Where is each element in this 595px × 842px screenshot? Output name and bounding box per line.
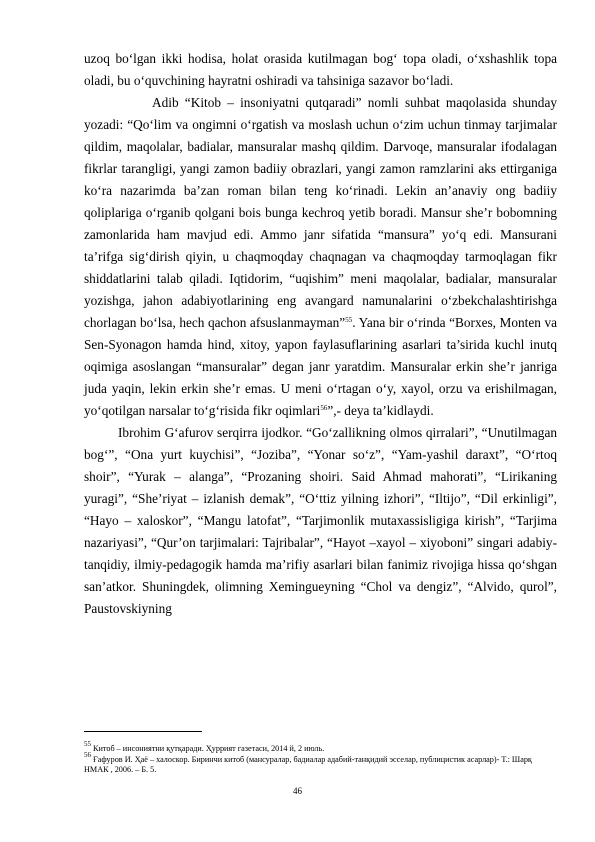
- footnote-divider: [84, 731, 202, 732]
- page-number: 46: [293, 786, 302, 796]
- paragraph-3: [84, 422, 557, 620]
- footnotes: [84, 740, 557, 776]
- footnote-text: Ғафуров И. Ҳаё – халоскор. Биринчи китоб (мансуралар, бадиалар адабий-танқидий эсселар, публицистик асарлар)- Т.: Шарқ НМАК , 2006. – Б. 5.: [84, 754, 532, 774]
- paragraph-1: [84, 48, 557, 92]
- footnote-number: 55: [84, 740, 91, 748]
- paragraph-2-text-before: Adib “Kitob – insoniyatni qutqaradi” nomli suhbat maqolasida shunday yozadi: “Qo‘lim va ongimni o‘rgatish va moslash uchun o‘zim uchun tinmay tarjimalar qildim, maqolalar, badialar, mansuralar mashq qildim. Darvoqe, mansuralar ifodalagan fikrlar tarangligi, yangi zamon badiiy obrazlari, yangi zamon ramzlarini aks ettirganiga ko‘ra nazarimda ba’zan roman bilan teng ko‘rinadi. Lekin an’anaviy ong badiiy qoliplariga o‘rganib qolgani bois bunga kechroq yetib boradi. Mansur she’r bobomning zamonlarida ham mavjud edi. Ammo janr sifatida “mansura” yo‘q edi. Mansurani ta’rifga sig‘dirish qiyin, u chaqmoqday chaqnagan va chaqmoqday tarmoqlagan fikr shiddatlarini talab qiladi. Iqtidorim, “uqishim” meni maqolalar, badialar, mansuralar yozishga, jahon adabiyotlarining eng avangard namunalarini o‘zbekchalashtirishga chorlagan bo‘lsa, hech qachon afsuslanmayman”: [84, 95, 557, 330]
- footnote-56: [84, 750, 557, 776]
- paragraph-1-text: uzoq bo‘lgan ikki hodisa, holat orasida kutilmagan bog‘ topa oladi, o‘xshashlik topa oladi, bu o‘quvchining hayratni oshiradi va tahsiniga sazavor bo‘ladi.: [84, 51, 557, 88]
- paragraph-2: [84, 92, 557, 422]
- page-body: [84, 48, 557, 620]
- footnote-ref-55[interactable]: 55: [345, 316, 353, 324]
- footnote-ref-56[interactable]: 56: [320, 404, 328, 412]
- paragraph-2-text-middle: . Yana bir o‘rinda “Borxes, Monten va Sen-Syonagon hamda hind, xitoy, yapon faylasuflarining asarlari ta’sirida kuchl inutq oqimiga asoslangan “mansuralar” degan janr yaratdim. Mansuralar erkin she’r janriga juda yaqin, lekin erkin she’r emas. U meni o‘rtagan o‘y, xayol, orzu va erishilmagan, yo‘qotilgan narsalar to‘g‘risida fikr oqimlari: [84, 315, 557, 418]
- paragraph-3-text: Ibrohim G‘afurov serqirra ijodkor. “Go‘zallikning olmos qirralari”, “Unutilmagan bog‘”, “Ona yurt kuychisi”, “Joziba”, “Yonar so‘z”, “Yam-yashil daraxt”, “O‘rtoq shoir”, “Yurak – alanga”, “Prozaning shoiri. Said Ahmad mahorati”, “Lirikaning yuragi”, “She’riyat – izlanish demak”, “O‘ttiz yilning izhori”, “Iltijo”, “Dil erkinligi”, “Hayo – xaloskor”, “Mangu latofat”, “Tarjimonlik mutaxassisligiga kirish”, “Tarjima nazariyasi”, “Qur’on tarjimalari: Tajribalar”, “Hayot –xayol – xiyoboni” singari adabiy-tanqidiy, ilmiy-pedagogik hamda ma’rifiy asarlari bilan fanimiz rivojiga hissa qo‘shgan san’atkor. Shuningdek, olimning Xemingueyning “Chol va dengiz”, “Alvido, qurol”, Paustovskiyning: [84, 425, 557, 616]
- footnote-55: [84, 740, 557, 755]
- footnote-number: 56: [84, 750, 91, 759]
- paragraph-2-text-after: ”,- deya ta’kidlaydi.: [327, 403, 434, 418]
- footnote-text: Китоб – инсониятни қутқаради. Ҳуррият газетаси, 2014 й, 2 июль.: [91, 744, 325, 753]
